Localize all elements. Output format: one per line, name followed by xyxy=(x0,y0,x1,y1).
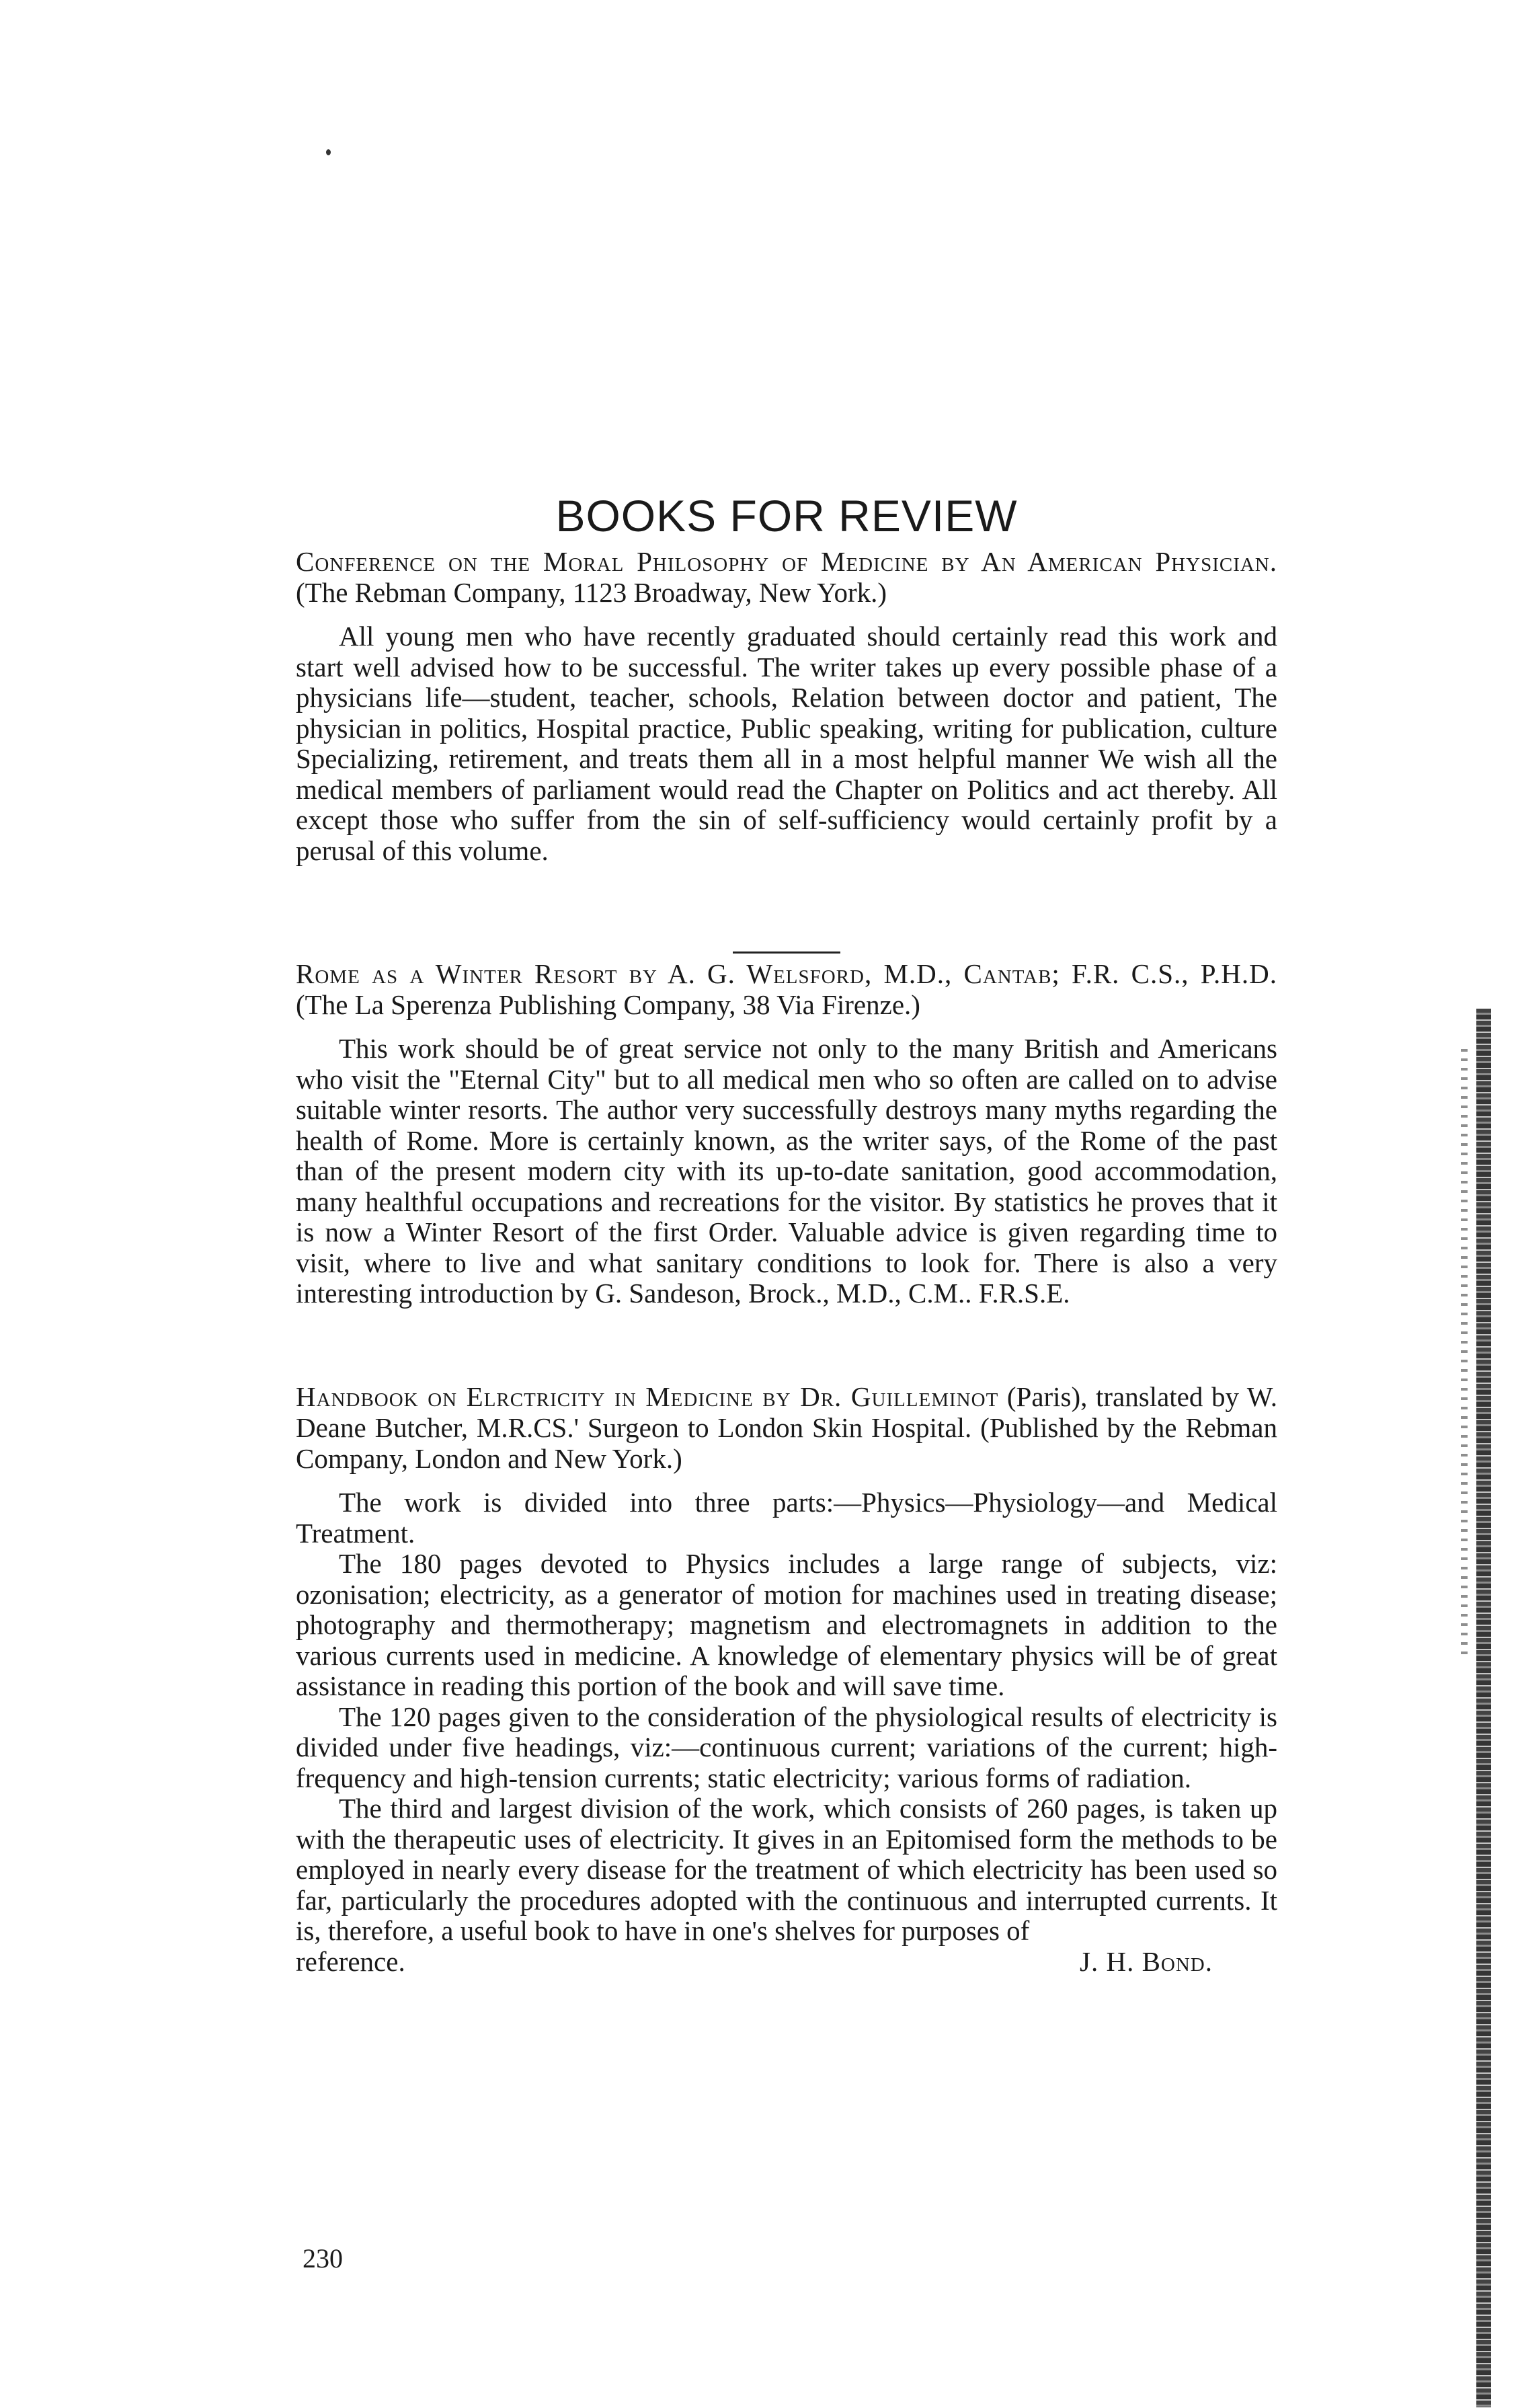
review-2-book-title: Rome as a Winter Resort by A. G. Welsford, M.D., Cantab; F.R. C.S., P.H.D. xyxy=(296,958,1277,989)
review-2 xyxy=(296,958,1277,1309)
reviewer-signature: J. H. Bond. xyxy=(1080,1945,1213,1977)
review-3-paragraph-treatment: The third and largest division of the work, which consists of 260 pages, is taken up with the therapeutic uses of electricity. It gives in an Epitomised form the methods to be employed in nearly every disease for the treatment of which electricity has been used so far, particularly the procedures adopted with the continuous and interrupted currents. It is, therefore, a useful book to have in one's shelves for purposes of xyxy=(296,1793,1277,1946)
scan-edge-shadow-inner xyxy=(1461,1049,1468,1654)
review-3-heading xyxy=(296,1381,1277,1474)
review-1-publisher: (The Rebman Company, 1123 Broadway, New York.) xyxy=(296,577,887,608)
review-3 xyxy=(296,1381,1277,1977)
review-3-paragraph-physiology: The 120 pages given to the consideration of the physiological results of electricity is divided under five headings, viz:—continuous current; variations of the current; high-frequency and high-tension currents; static electricity; various forms of radiation. xyxy=(296,1701,1277,1793)
section-divider-1 xyxy=(733,951,840,954)
review-3-closing-line xyxy=(296,1947,1277,1978)
review-1-heading xyxy=(296,546,1277,608)
ink-speck xyxy=(326,149,331,155)
review-3-last-word: reference. xyxy=(296,1945,405,1977)
review-1 xyxy=(296,546,1277,866)
review-3-publisher: (Paris), translated by W. Deane Butcher, M.R.CS.' Surgeon to London Skin Hospital. (Published by the Rebman Company, London and New York.) xyxy=(296,1381,1277,1474)
review-3-paragraph-parts: The work is divided into three parts:—Physics—Physiology—and Medical Treatment. xyxy=(296,1487,1277,1549)
review-2-paragraph: This work should be of great service not only to the many British and Americans who visit the "Eternal City" but to all medical men who so often are called on to advise suitable winter resorts. The author very successfully destroys many myths regarding the health of Rome. More is certainly known, as the writer says, of the Rome of the past than of the present modern city with its up-to-date sanitation, good accommodation, many healthful occupations and recreations for the visitor. By statistics he proves that it is now a Winter Resort of the first Order. Valuable advice is given regarding time to visit, where to live and what sanitary conditions to look for. There is also a very interesting introduction by G. Sandeson, Brock., M.D., C.M.. F.R.S.E. xyxy=(296,1033,1277,1309)
page-number: 230 xyxy=(303,2243,343,2274)
review-1-book-title: Conference on the Moral Philosophy of Medicine by An American Physician. xyxy=(296,546,1277,577)
review-2-heading xyxy=(296,958,1277,1020)
review-2-publisher: (The La Sperenza Publishing Company, 38 Via Firenze.) xyxy=(296,989,920,1020)
review-1-paragraph: All young men who have recently graduated should certainly read this work and start well advised how to be successful. The writer takes up every possible phase of a physicians life—student, teacher, schools, Relation between doctor and patient, The physician in politics, Hospital practice, Public speaking, writing for publication, culture Specializing, retirement, and treats them all in a most helpful manner We wish all the medical members of parliament would read the Chapter on Politics and act thereby. All except those who suffer from the sin of self-sufficiency would certainly profit by a perusal of this volume. xyxy=(296,621,1277,866)
scan-edge-shadow xyxy=(1476,1009,1491,2407)
page-title: BOOKS FOR REVIEW xyxy=(555,491,1018,541)
review-3-paragraph-physics: The 180 pages devoted to Physics includes a large range of subjects, viz: ozonisation; electricity, as a generator of motion for machines used in treating disease; photography and thermotherapy; magnetism and electromagnets in addition to the various currents used in medicine. A knowledge of elementary physics will be of great assistance in reading this portion of the book and will save time. xyxy=(296,1548,1277,1701)
review-3-book-title: Handbook on Elrctricity in Medicine by Dr. Guilleminot xyxy=(296,1381,999,1412)
